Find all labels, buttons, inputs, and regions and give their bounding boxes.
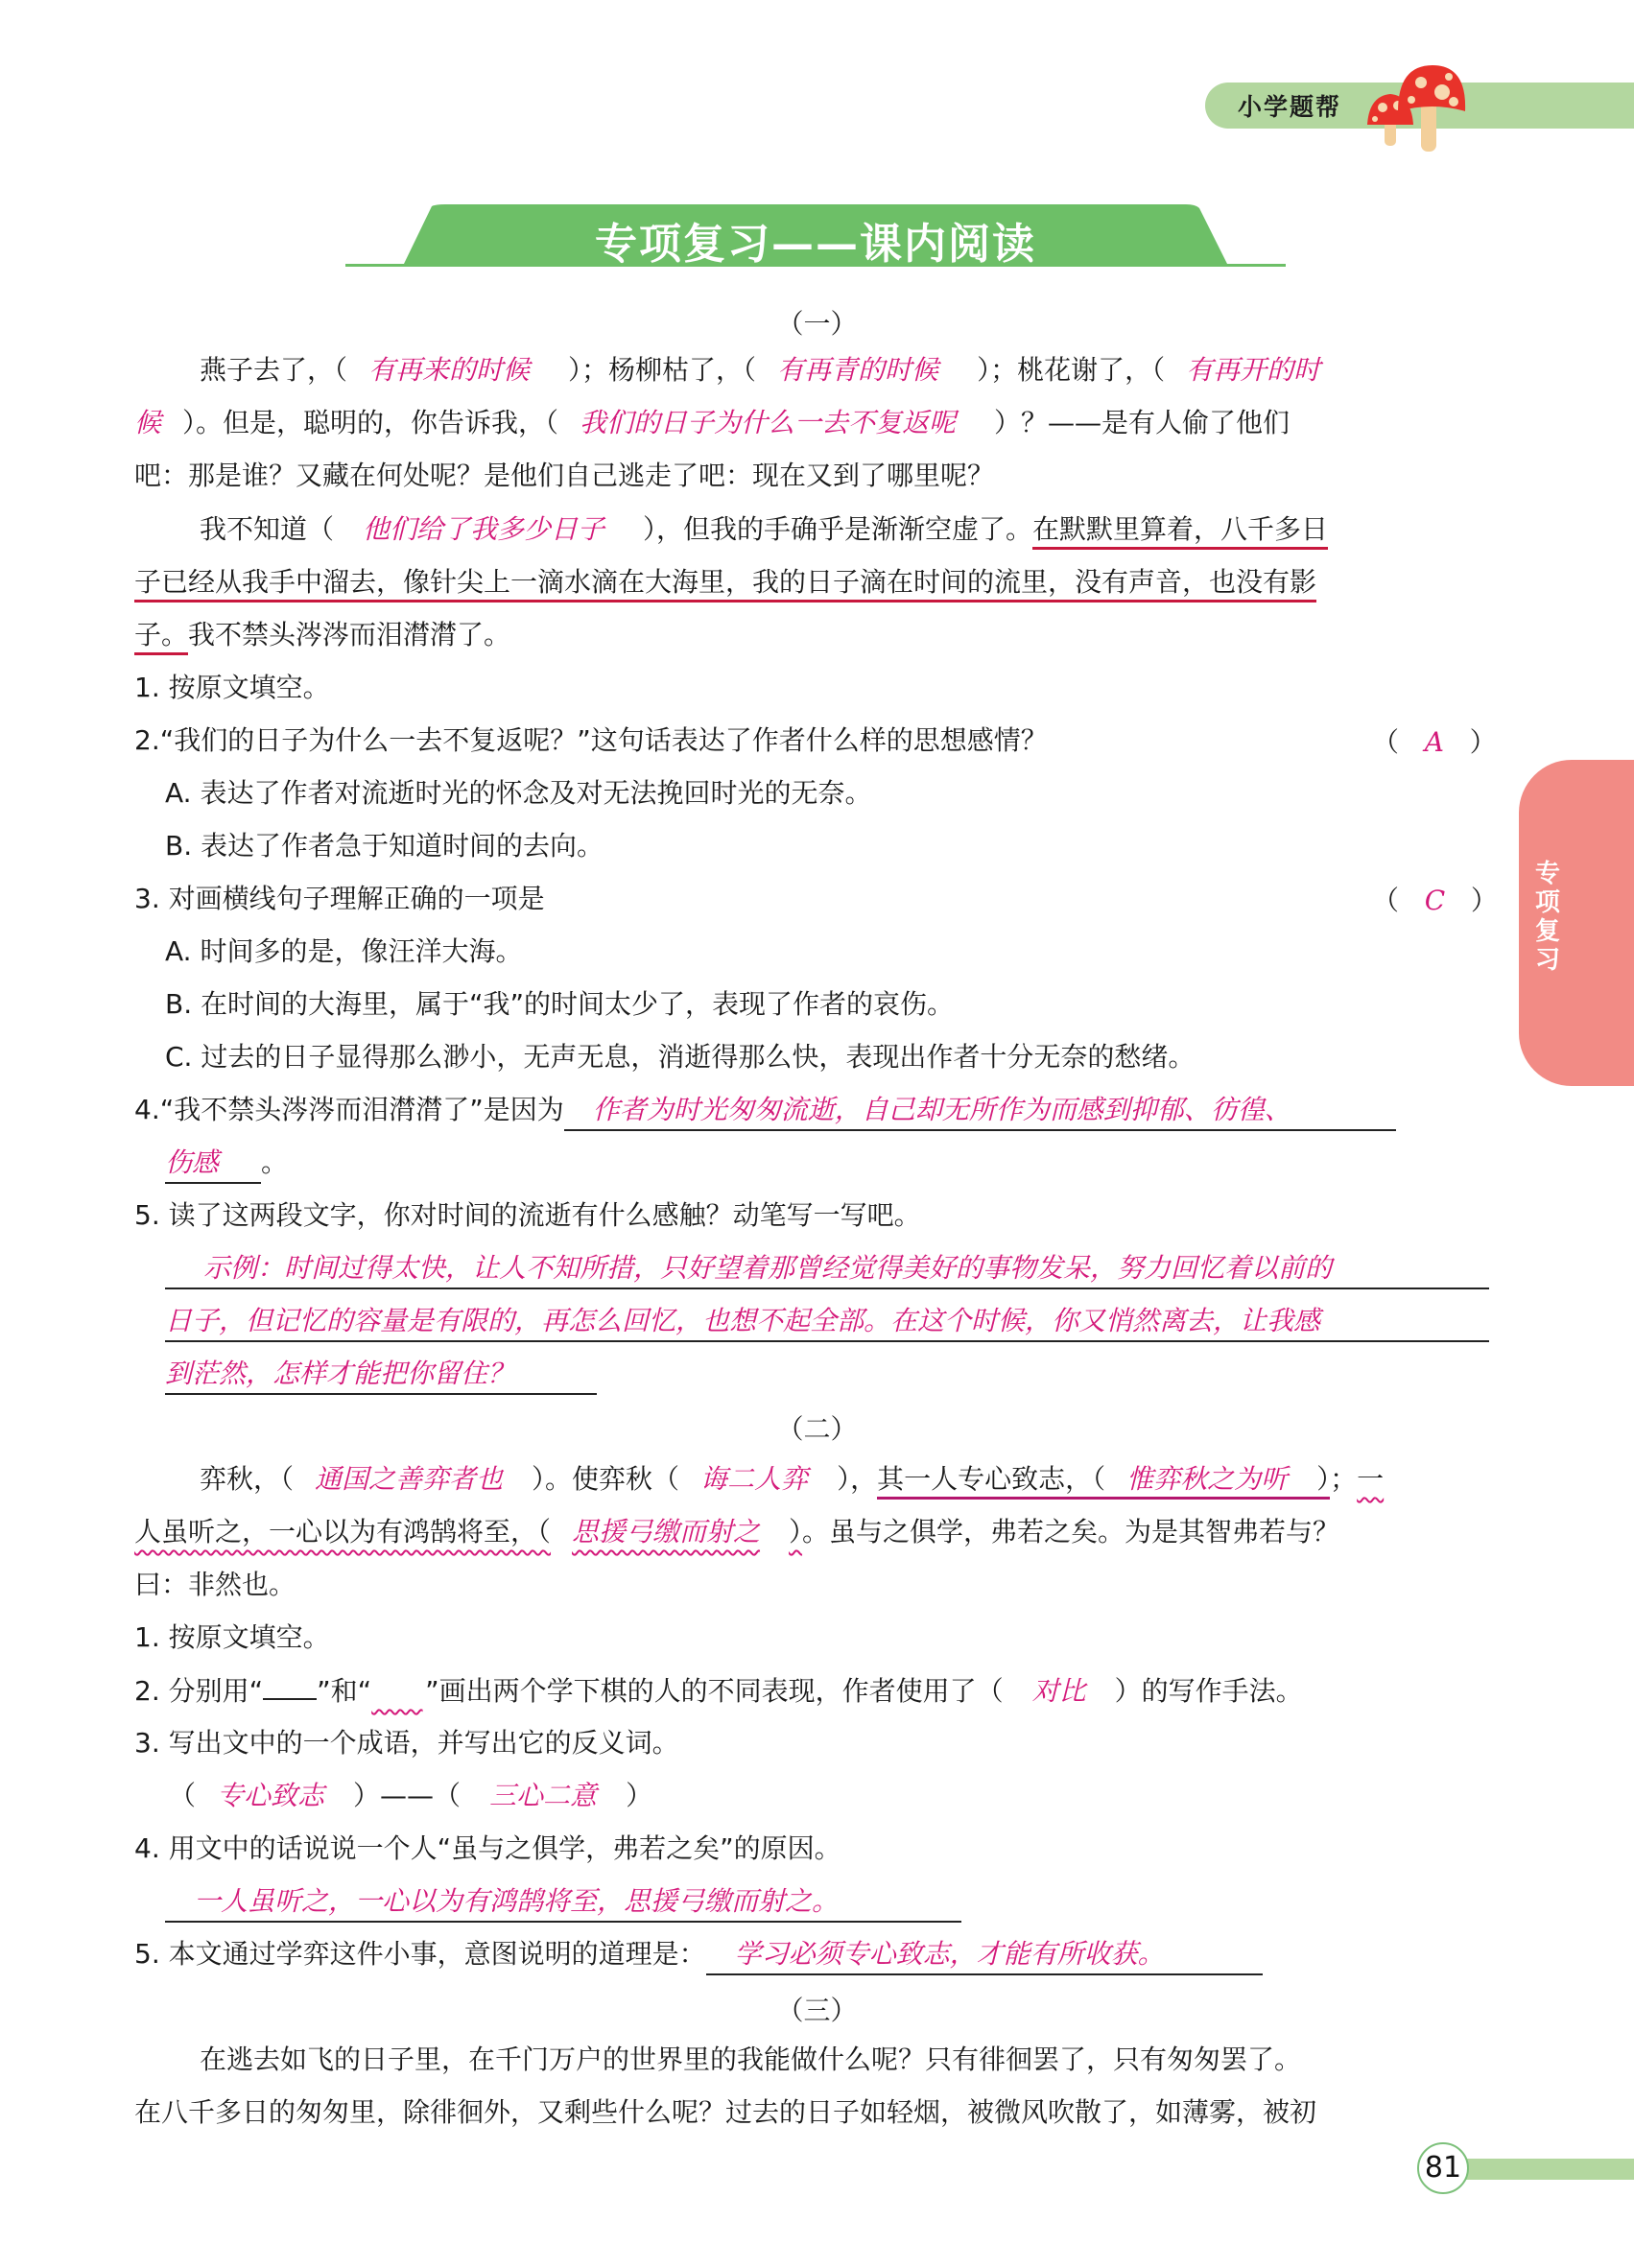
answer-choice: A [1424, 726, 1444, 758]
passage-s3-line-1: 在逃去如飞的日子里，在千门万户的世界里的我能做什么呢？只有徘徊罢了，只有匆匆罢了。 [200, 2044, 1302, 2075]
answer-blank: 候 [134, 407, 162, 438]
passage-s2-line-2 [134, 1513, 1497, 1551]
answer-blank: 有再来的时候 [368, 354, 531, 386]
text: ）？——是有人偷了他们 [994, 407, 1291, 438]
text: ）；桃花谢了，（ [977, 354, 1166, 386]
passage-2-line-3 [134, 616, 1497, 654]
side-tab-char: 复 [1534, 917, 1560, 946]
s1-q3-answer-box[interactable]: （ C ） [1372, 885, 1498, 916]
text: 。 [261, 1146, 289, 1178]
text: 弈秋，（ [200, 1463, 295, 1495]
answer-line[interactable] [706, 1935, 1263, 1975]
text: 我不禁头涔涔而泪潸潸了。 [188, 619, 511, 650]
text: ）；杨柳枯了，（ [568, 354, 757, 386]
s1-q3-option-c: C. 过去的日子显得那么渺小，无声无息，消逝得那么快，表现出作者十分无奈的愁绪。 [165, 1041, 1196, 1073]
passage-2-line-1 [200, 510, 1562, 549]
answer-blank: 惟弈秋之为听 [1126, 1463, 1289, 1495]
side-tab-char: 习 [1534, 946, 1560, 975]
answer-text: 示例：时间过得太快，让人不知所措，只好望着那曾经觉得美好的事物发呆，努力回忆着以前的 [203, 1252, 1333, 1284]
page-number: 81 [1417, 2142, 1469, 2194]
page-title: 专项复习——课内阅读 [595, 220, 1036, 269]
answer-line[interactable] [564, 1091, 1396, 1131]
text: ），但我的手确乎是渐渐空虚了。 [643, 513, 1033, 545]
text: 燕子去了，（ [200, 354, 348, 386]
passage-2-line-2 [134, 563, 1497, 602]
side-tab-char: 专 [1534, 860, 1560, 888]
passage-1-line-2 [134, 404, 1497, 442]
footer-bar [1458, 2159, 1634, 2180]
passage-1-line-1 [200, 351, 1562, 390]
wavy-line-sample [371, 1672, 425, 1711]
answer-text: 日子，但记忆的容量是有限的，再怎么回忆，也想不起全部。在这个时候，你又悄然离去，让我感 [165, 1305, 1321, 1336]
section-heading-3: （三） [776, 1995, 858, 2026]
text: ）。使弈秋（ [532, 1463, 680, 1495]
s2-q3-answer: （ 专心致志 ）——（ 三心二意 ） [169, 1780, 653, 1811]
answer-blank: 有再开的时 [1186, 354, 1321, 386]
straight-underlined-sentence [877, 1463, 1330, 1500]
text: ）的写作手法。 [1114, 1675, 1303, 1707]
passage-s2-line-1 [200, 1460, 1562, 1499]
text: ； [1330, 1463, 1358, 1495]
s2-question-1: 1. 按原文填空。 [134, 1621, 330, 1653]
s1-q3-option-a: A. 时间多的是，像汪洋大海。 [165, 935, 523, 967]
question-text: 5. 本文通过学弈这件小事，意图说明的道理是： [134, 1938, 706, 1970]
s1-question-2: 2.“我们的日子为什么一去不复返呢？”这句话表达了作者什么样的思想感情？ [134, 724, 1048, 756]
underlined-sentence: 子。 [134, 619, 188, 655]
answer-text: 伤感 [165, 1146, 220, 1178]
answer-idiom: 专心致志 [217, 1780, 325, 1811]
s1-q2-answer-box[interactable]: （ A ） [1372, 726, 1497, 758]
s1-q5-answer-line-3[interactable] [165, 1355, 1527, 1395]
answer-blank: 诲二人弈 [700, 1463, 809, 1495]
passage-s3-line-2: 在八千多日的匆匆里，除徘徊外，又剩些什么呢？过去的日子如轻烟，被微风吹散了，如薄雾，被初 [134, 2096, 1317, 2128]
answer-blank: 通国之善弈者也 [315, 1463, 504, 1495]
s2-question-2 [134, 1671, 1497, 1711]
answer-antonym: 三心二意 [489, 1780, 598, 1811]
passage-1-line-3: 吧：那是谁？又藏在何处呢？是他们自己逃走了吧：现在又到了哪里呢？ [134, 460, 995, 491]
straight-line-sample [263, 1671, 317, 1700]
answer-line [165, 1249, 1489, 1289]
answer-text: 作者为时光匆匆流逝，自己却无所作为而感到抑郁、彷徨、 [592, 1094, 1291, 1125]
text: ） [789, 1516, 803, 1547]
s1-q5-answer-line-2[interactable] [165, 1302, 1527, 1342]
text: ）。但是，聪明的，你告诉我，（ [182, 407, 559, 438]
answer-choice: C [1424, 885, 1446, 916]
s2-question-3: 3. 写出文中的一个成语，并写出它的反义词。 [134, 1727, 679, 1759]
text: ） [1316, 1463, 1331, 1495]
answer-line [165, 1355, 597, 1395]
text: 我不知道（ [200, 513, 335, 545]
text: ”和“ [317, 1675, 372, 1707]
answer-blank: 有再青的时候 [777, 354, 939, 386]
answer-blank: 思援弓缴而射之 [572, 1516, 761, 1547]
s1-question-3: 3. 对画横线句子理解正确的一项是 [134, 883, 545, 914]
wavy-underlined-sentence: 一 [1357, 1463, 1385, 1495]
s1-question-1: 1. 按原文填空。 [134, 672, 330, 703]
text: ”画出两个学下棋的人的不同表现，作者使用了（ [425, 1675, 1004, 1707]
answer-blank: 他们给了我多少日子 [363, 513, 605, 545]
s1-question-4 [134, 1091, 1497, 1131]
section-heading-2: （二） [776, 1413, 858, 1445]
s1-question-5: 5. 读了这两段文字，你对时间的流逝有什么感触？动笔写一写吧。 [134, 1199, 921, 1231]
s1-q3-option-b: B. 在时间的大海里，属于“我”的时间太少了，表现了作者的哀伤。 [165, 988, 955, 1020]
s2-question-4: 4. 用文中的话说说一个人“虽与之俱学，弗若之矣”的原因。 [134, 1832, 841, 1864]
answer-blank: 对比 [1031, 1675, 1086, 1707]
underlined-sentence: 在默默里算着，八千多日 [1032, 513, 1328, 550]
brand-name: 小学题帮 [1238, 93, 1342, 121]
answer-blank: 我们的日子为什么一去不复返呢 [580, 407, 957, 438]
side-tab-char: 项 [1534, 888, 1560, 917]
s2-question-5 [134, 1935, 1497, 1975]
section-heading-1: （一） [776, 308, 858, 340]
s2-q4-answer-line[interactable] [165, 1882, 1527, 1923]
answer-text: 学习必须专心致志，才能有所收获。 [734, 1938, 1165, 1970]
answer-text: 一人虽听之，一心以为有鸿鹄将至，思援弓缴而射之。 [194, 1885, 840, 1917]
mushroom-icon [1358, 58, 1482, 154]
answer-line [165, 1302, 1489, 1342]
answer-line [165, 1882, 961, 1923]
answer-line[interactable] [165, 1144, 261, 1184]
text: 人虽听之，一心以为有鸿鹄将至，（ [134, 1516, 552, 1547]
text: ）， [837, 1463, 878, 1495]
s1-q2-option-a: A. 表达了作者对流逝时光的怀念及对无法挽回时光的无奈。 [165, 777, 872, 809]
s1-q4-continued [165, 1144, 1527, 1184]
s1-q2-option-b: B. 表达了作者急于知道时间的去向。 [165, 830, 604, 862]
text: 2. 分别用“ [134, 1675, 264, 1707]
text: 其一人专心致志，（ [877, 1463, 1106, 1495]
text: 。虽与之俱学，弗若之矣。为是其智弗若与？ [802, 1516, 1340, 1547]
underlined-sentence: 子已经从我手中溜去，像针尖上一滴水滴在大海里，我的日子滴在时间的流里，没有声音，也没有影 [134, 566, 1316, 602]
passage-s2-line-3: 曰：非然也。 [134, 1569, 296, 1600]
question-text: 4.“我不禁头涔涔而泪潸潸了”是因为 [134, 1094, 564, 1125]
wavy-underlined-sentence [134, 1516, 802, 1547]
side-tab-label [1533, 860, 1562, 975]
s1-q5-answer-line-1[interactable] [165, 1249, 1527, 1289]
answer-text: 到茫然，怎样才能把你留住？ [165, 1358, 515, 1389]
